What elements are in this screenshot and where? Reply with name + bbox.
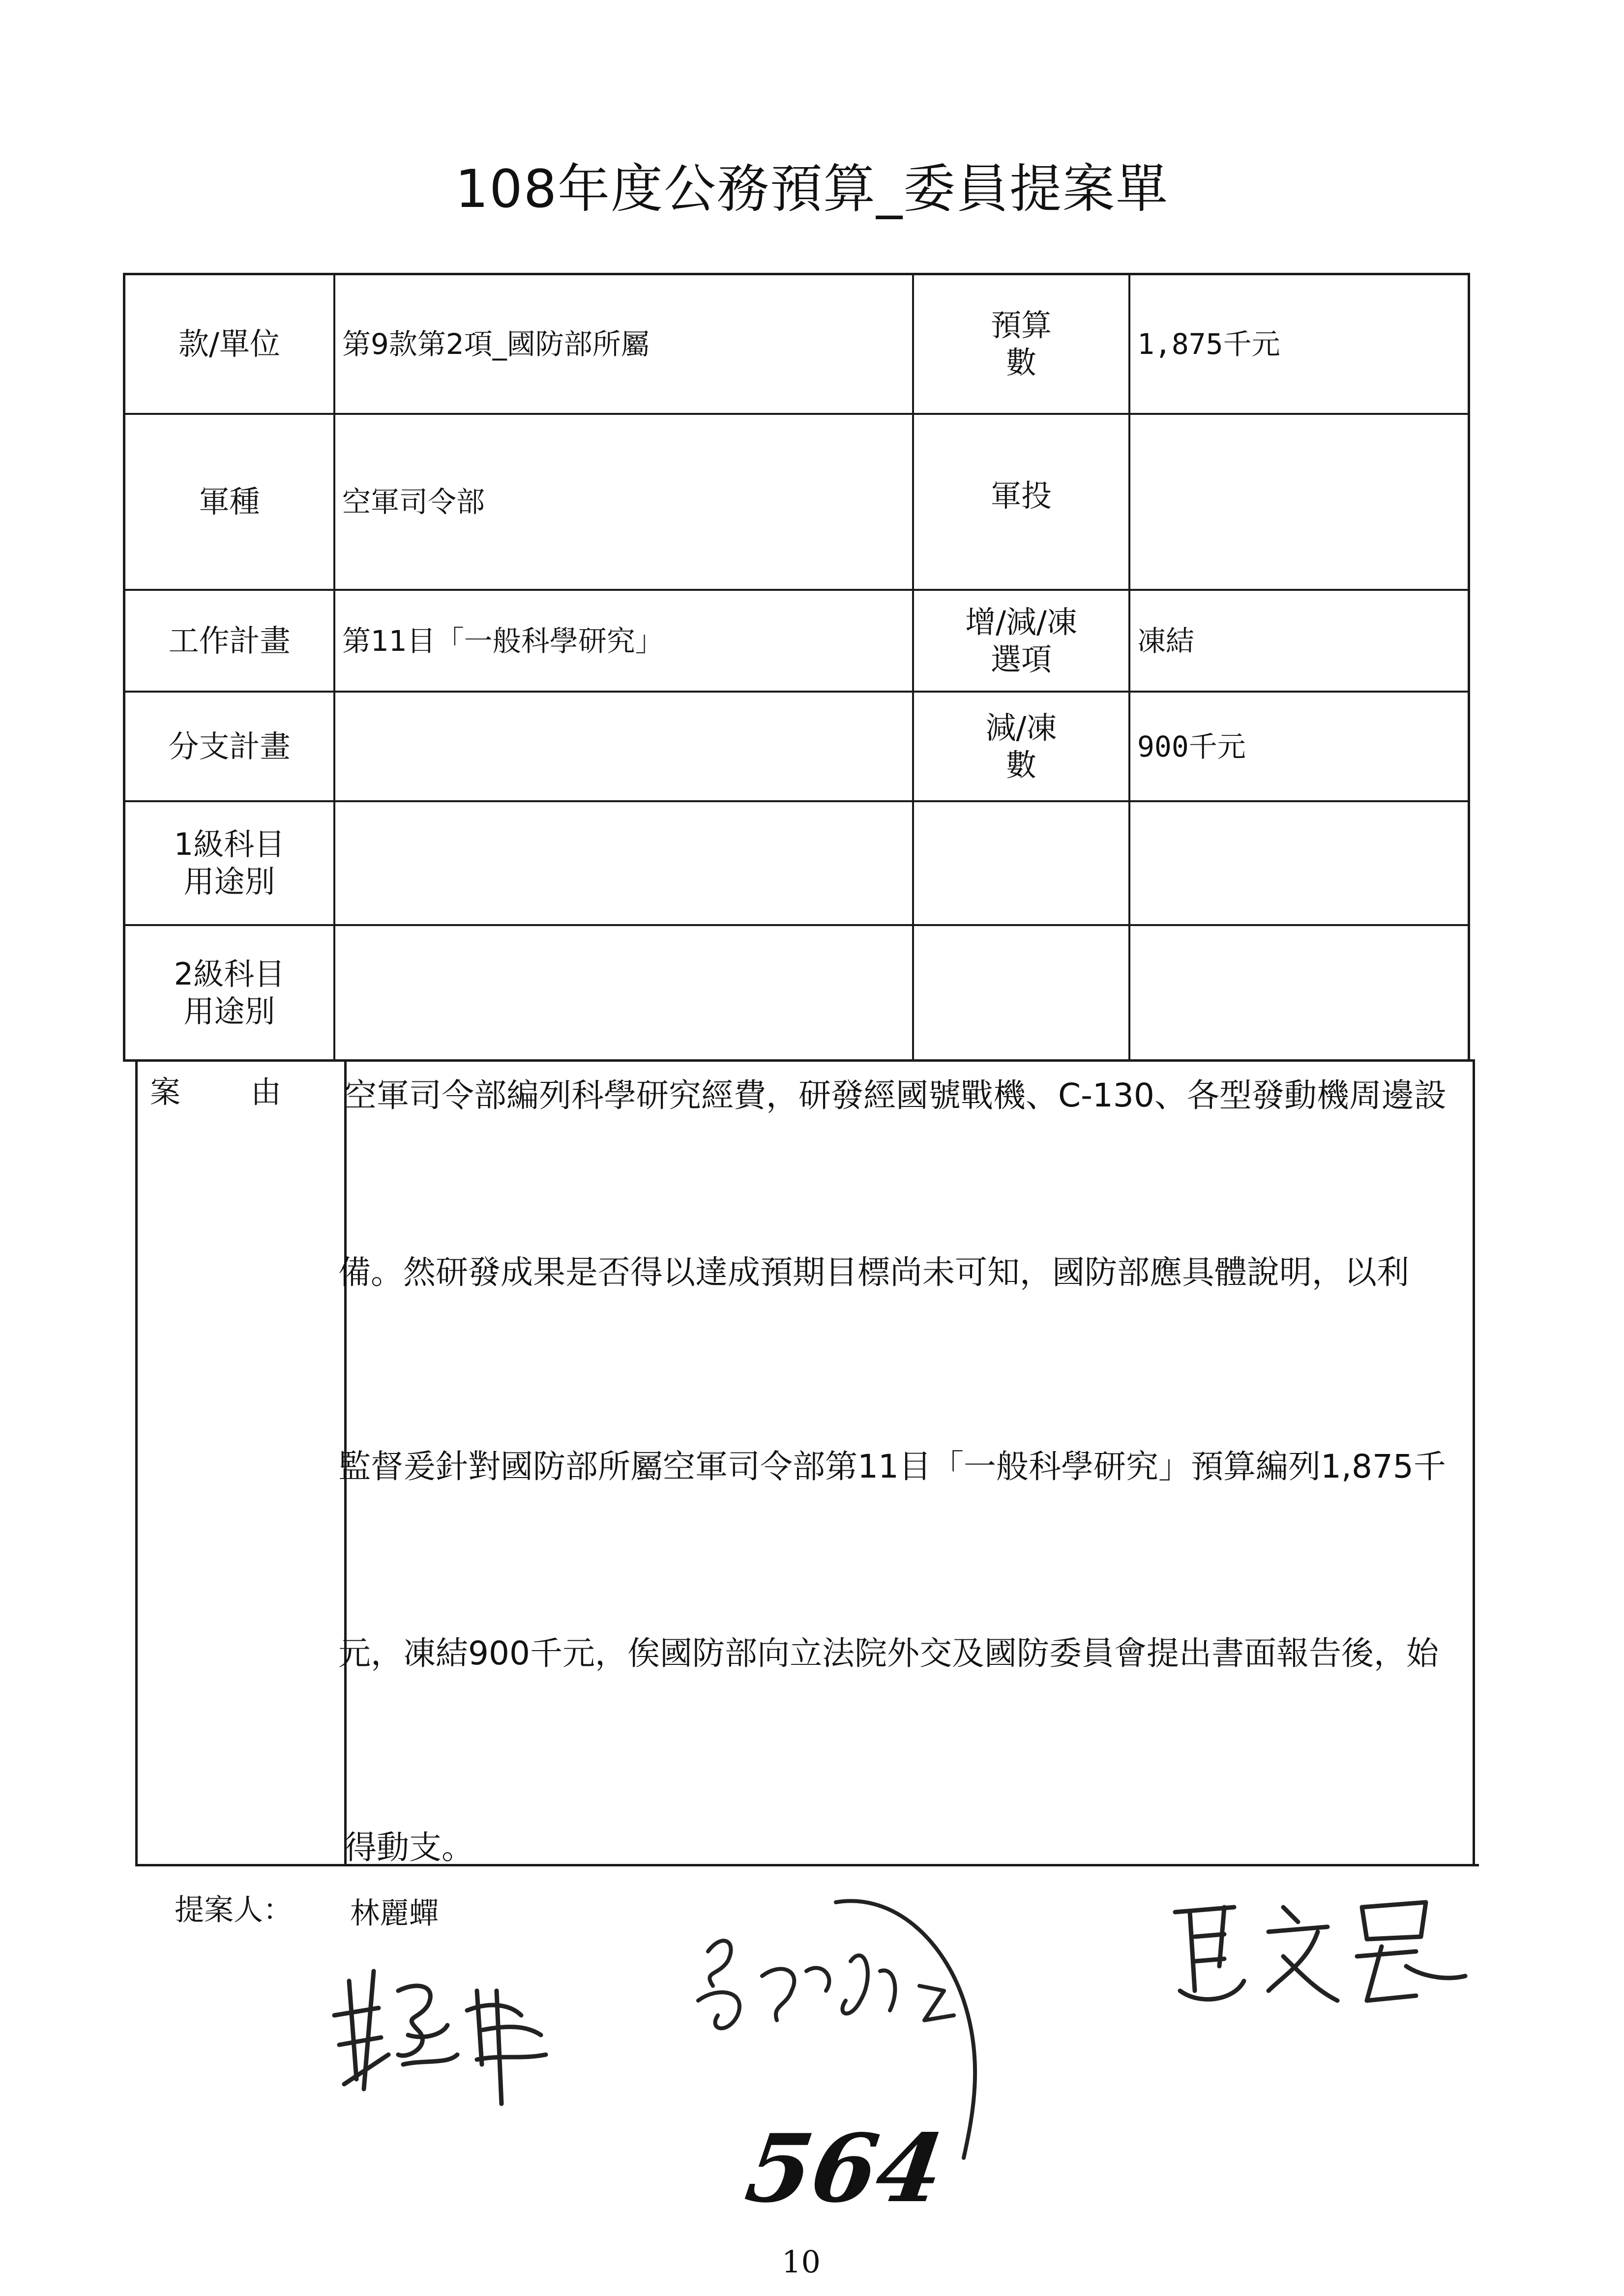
level1-subject-label-line1: 1級科目 (174, 826, 285, 862)
level2-subject-label-line1: 2級科目 (174, 956, 285, 992)
sub-plan-label: 分支計畫 (168, 728, 291, 764)
page-number: 10 (782, 2244, 821, 2280)
page-title: 108年度公務預算_委員提案單 (455, 159, 1169, 219)
reason-text-line-2: 備。然研發成果是否得以達成預期目標尚未可知，國防部應具體說明，以利 (338, 1253, 1409, 1291)
reduce-freeze-amount-label (914, 693, 1128, 800)
military-investment-label: 軍投 (990, 478, 1052, 514)
action-option-label-line2: 選項 (990, 641, 1052, 677)
reduce-freeze-amount-label-line1: 減/凍 (985, 709, 1057, 746)
reduce-freeze-amount-label-line2: 數 (1005, 747, 1036, 783)
handwritten-page-number: 564 (739, 2114, 950, 2223)
action-option-label (914, 591, 1128, 691)
level1-subject-label-line2: 用途別 (183, 864, 275, 900)
reason-text-line-1: 空軍司令部編列科學研究經費，研發經國號戰機、C-130、各型發動機周邊設 (344, 1076, 1447, 1114)
reason-text-line-4: 元，凍結900千元，俟國防部向立法院外交及國防委員會提出書面報告後，始 (338, 1634, 1439, 1672)
level2-subject-label (125, 926, 333, 1059)
signature-3 (1170, 1892, 1475, 2020)
reason-label-char1: 案 (150, 1074, 181, 1110)
level2-subject-label-line2: 用途別 (183, 993, 275, 1029)
unit-label: 款/單位 (178, 326, 280, 362)
unit-value: 第9款第2項_國防部所屬 (342, 327, 650, 361)
action-option-value: 凍結 (1137, 624, 1195, 658)
service-branch-label: 軍種 (199, 484, 260, 520)
service-branch-value: 空軍司令部 (342, 485, 485, 519)
level1-subject-label (125, 802, 333, 924)
reason-text-line-3: 監督爰針對國防部所屬空軍司令部第11目「一般科學研究」預算編列1,875千 (338, 1448, 1446, 1485)
reason-text-line-5: 得動支。 (344, 1829, 474, 1866)
work-plan-label: 工作計畫 (168, 622, 291, 659)
reason-label-char2: 由 (251, 1074, 282, 1110)
action-option-label-line1: 增/減/凍 (965, 604, 1077, 640)
budget-amount-label (914, 275, 1128, 413)
military-investment-value (1130, 415, 1468, 589)
proposer-label: 提案人： (175, 1893, 293, 1927)
budget-amount-label-line2: 數 (1005, 345, 1036, 380)
budget-amount-value: 1,875千元 (1137, 327, 1280, 361)
budget-amount-label-line1: 預算 (990, 307, 1052, 343)
work-plan-value: 第11目「一般科學研究」 (342, 624, 664, 658)
sub-plan-value (335, 693, 912, 800)
proposer-name: 林麗蟬 (350, 1896, 439, 1931)
reduce-freeze-amount-value: 900千元 (1137, 729, 1246, 763)
signature-1 (334, 1961, 561, 2109)
